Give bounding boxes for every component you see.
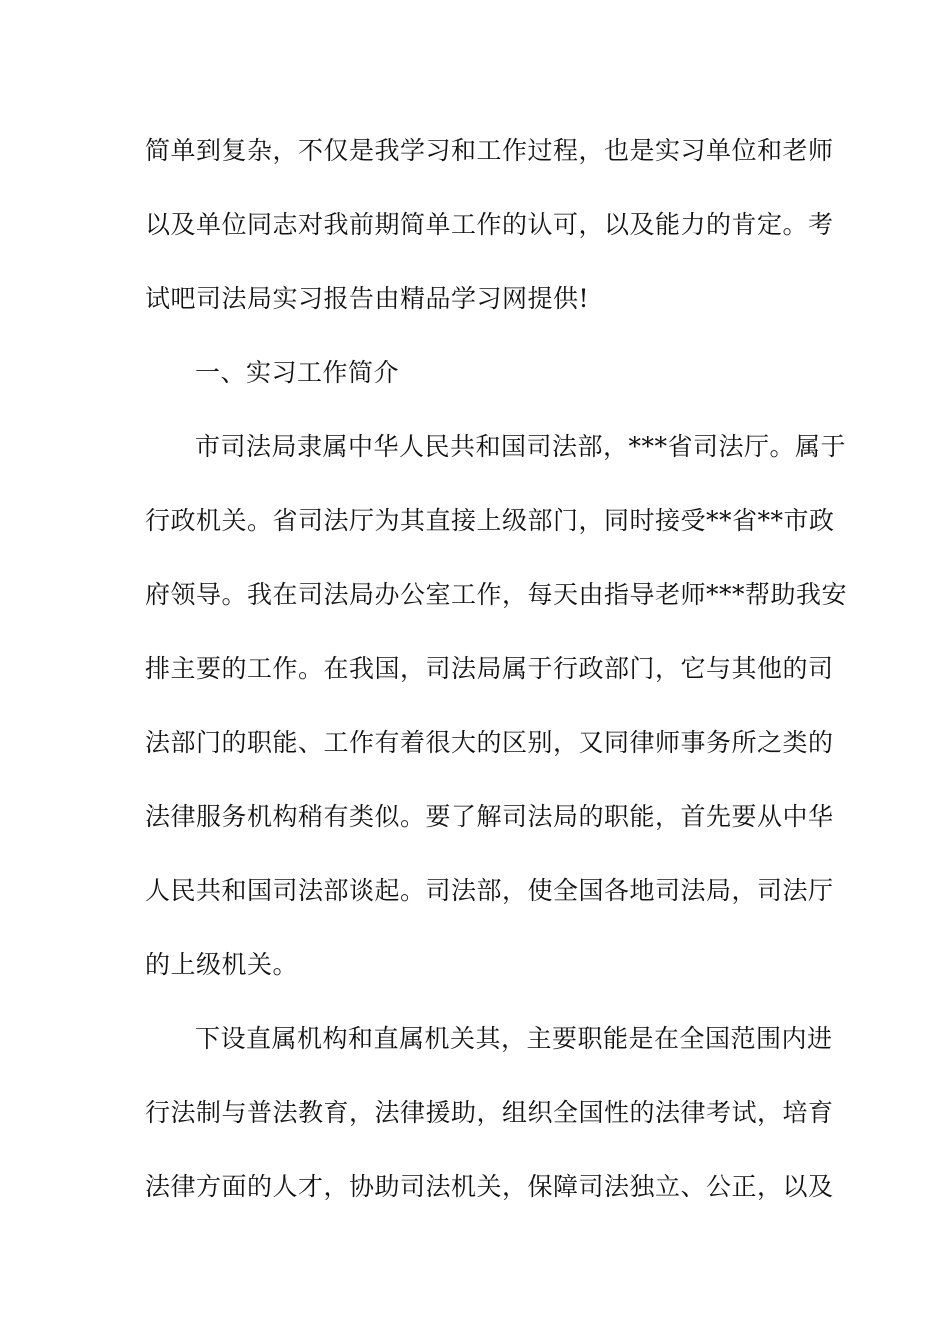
- text-line: 法律服务机构稍有类似。要了解司法局的职能，首先要从中华: [145, 802, 834, 831]
- text-line: 简单到复杂，不仅是我学习和工作过程，也是实习单位和老师: [145, 136, 834, 165]
- text-line: 行政机关。省司法厅为其直接上级部门，同时接受**省**市政: [145, 506, 835, 535]
- text-line: 人民共和国司法部谈起。司法部，使全国各地司法局，司法厅: [145, 876, 834, 905]
- text-line: 的上级机关。: [145, 950, 299, 979]
- text-line: 试吧司法局实习报告由精品学习网提供!: [145, 284, 590, 313]
- section-heading: 一、实习工作简介: [195, 358, 400, 387]
- text-line: 法律方面的人才，协助司法机关，保障司法独立、公正，以及: [145, 1172, 834, 1201]
- text-line: 行法制与普法教育，法律援助，组织全国性的法律考试，培育: [145, 1098, 834, 1127]
- text-line: 以及单位同志对我前期简单工作的认可，以及能力的肯定。考: [145, 210, 834, 239]
- text-line: 排主要的工作。在我国，司法局属于行政部门，它与其他的司: [145, 654, 834, 683]
- text-line: 法部门的职能、工作有着很大的区别，又同律师事务所之类的: [145, 728, 834, 757]
- paragraph-first-line: 市司法局隶属中华人民共和国司法部，***省司法厅。属于: [195, 432, 847, 461]
- document-body: [145, 114, 848, 1224]
- text-line: 府领导。我在司法局办公室工作，每天由指导老师***帮助我安: [145, 580, 848, 609]
- paragraph-first-line: 下设直属机构和直属机关其，主要职能是在全国范围内进: [195, 1024, 833, 1053]
